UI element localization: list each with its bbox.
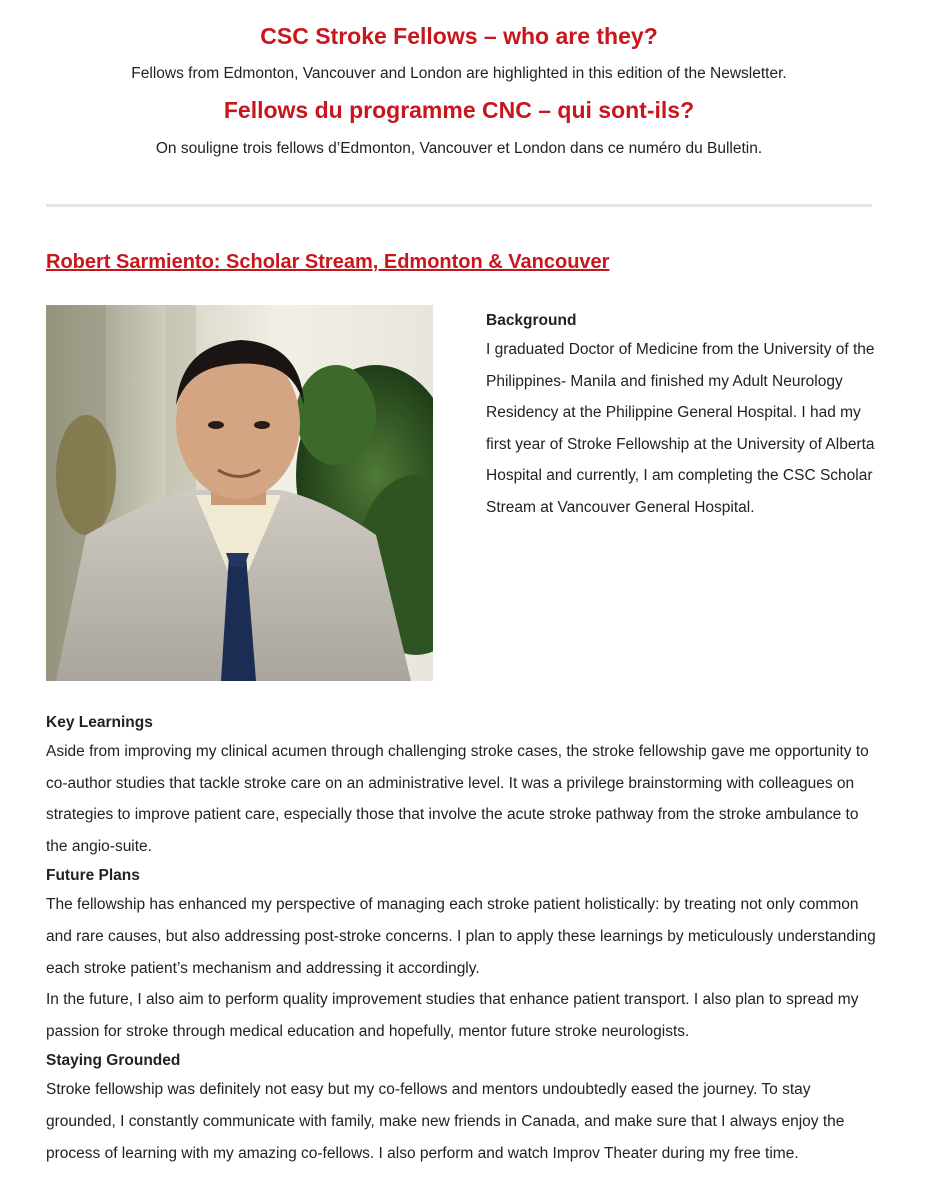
subtitle-fr-wrap — [46, 139, 872, 159]
subtitle-fr: On souligne trois fellows d’Edmonton, Vancouver et London dans ce numéro du Bulletin. — [155, 140, 763, 157]
background-text: I graduated Doctor of Medicine from the University of the Philippines- Manila and finished my Adult Neurology Residency at the Philippine General Hospital. I had my first year of Stroke Fellowship at the University of Alberta Hospital and currently, I am completing the CSC Scholar Stream at Vancouver General Hospital. — [486, 341, 875, 516]
section-divider — [46, 204, 872, 207]
header-en — [46, 21, 872, 51]
fellow-details — [46, 709, 876, 1169]
future-plans-text-1: The fellowship has enhanced my perspective of managing each stroke patient holistically: by treating not only common and rare causes, but also addressing post-stroke concerns. I plan to apply these learnings by meticulously understanding each stroke patient’s mechanism and addressing it accordingly. — [46, 896, 876, 977]
key-learnings-text: Aside from improving my clinical acumen through challenging stroke cases, the stroke fellowship gave me opportunity to co-author studies that tackle stroke care on an administrative level. It was a privilege brainstorming with colleagues on strategies to improve patient care, especially those that involve the acute stroke pathway from the stroke ambulance to the angio-suite. — [46, 743, 869, 855]
future-plans-text-2: In the future, I also aim to perform quality improvement studies that enhance patient transport. I also plan to spread my passion for stroke through medical education and hopefully, mentor future stroke neurologists. — [46, 991, 859, 1040]
fellow-portrait-photo — [46, 305, 433, 681]
fellow-heading-link[interactable]: Robert Sarmiento: Scholar Stream, Edmonton & Vancouver — [46, 251, 610, 273]
background-label: Background — [486, 312, 577, 329]
staying-grounded-label: Staying Grounded — [46, 1052, 181, 1070]
title-fr: Fellows du programme CNC – qui sont-ils? — [223, 97, 695, 123]
key-learnings-label: Key Learnings — [46, 714, 153, 731]
header-fr — [46, 95, 872, 125]
future-plans-label: Future Plans — [46, 867, 140, 885]
subtitle-en-wrap — [46, 64, 872, 84]
background-section — [486, 308, 876, 524]
title-en: CSC Stroke Fellows – who are they? — [260, 23, 658, 49]
staying-grounded-text: Stroke fellowship was definitely not easy but my co-fellows and mentors undoubtedly eased the journey. To stay grounded, I constantly communicate with family, make new friends in Canada, and make sure that I always enjoy the process of learning with my amazing co-fellows. I also perform and watch Improv Theater during my free time. — [46, 1081, 845, 1162]
subtitle-en: Fellows from Edmonton, Vancouver and London are highlighted in this edition of the Newsletter. — [131, 65, 787, 82]
